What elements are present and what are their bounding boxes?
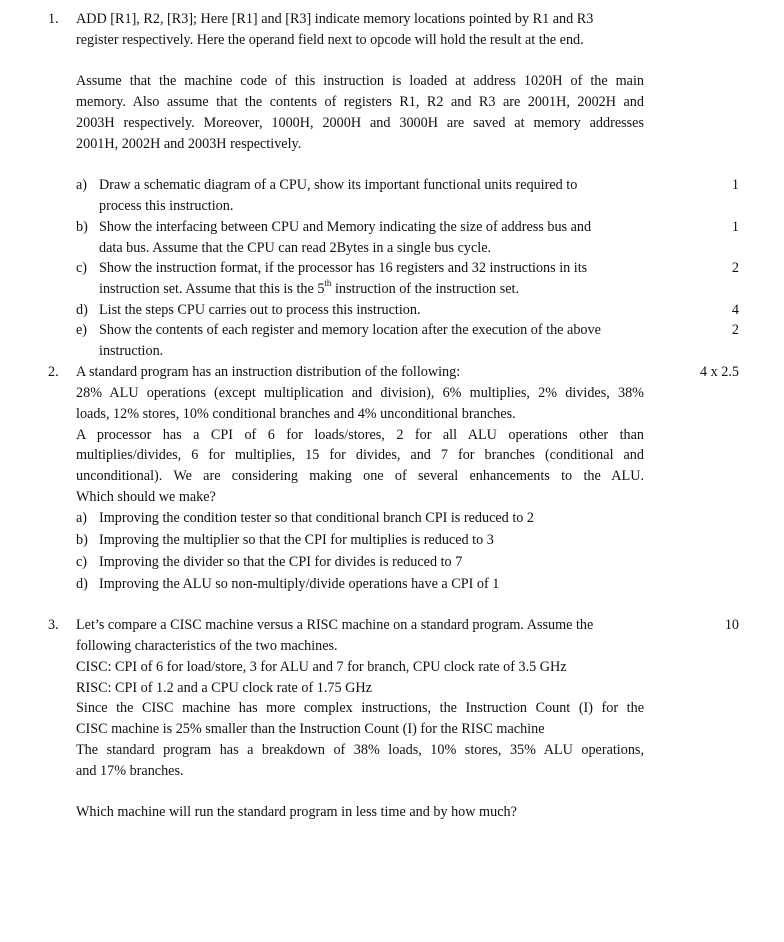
question-number: 2. (48, 364, 59, 380)
sub-question-text: process this instruction. (99, 198, 234, 214)
question-text-line: CISC: CPI of 6 for load/store, 3 for ALU and 7 for branch, CPU clock rate of 3.5 GHz (76, 659, 567, 675)
sub-question-letter: b) (76, 219, 88, 235)
question-text-line: 2003H respectively. Moreover, 1000H, 2000H and 3000H are saved at memory addresses (76, 115, 644, 131)
question-text-line: memory. Also assume that the contents of registers R1, R2 and R3 are 2001H, 2002H and (76, 94, 644, 110)
question-text-line: multiplies/divides, 6 for multiplies, 15 for divides, and 7 for branches (conditional and (76, 447, 644, 463)
marks-value: 4 (731, 302, 739, 318)
sub-question-letter: c) (76, 260, 88, 276)
sub-question-letter: a) (76, 510, 88, 526)
question-text-line: RISC: CPI of 1.2 and a CPU clock rate of 1.75 GHz (76, 680, 372, 696)
question-text-line: register respectively. Here the operand field next to opcode will hold the result at the end. (76, 32, 584, 48)
marks-value: 2 (731, 260, 739, 276)
question-text-line: Since the CISC machine has more complex instructions, the Instruction Count (I) for the (76, 700, 644, 716)
marks-value: 1 (731, 219, 739, 235)
question-text-line: 28% ALU operations (except multiplication and division), 6% multiplies, 2% divides, 38% (76, 385, 644, 401)
sub-question-text: Improving the multiplier so that the CPI for multiplies is reduced to 3 (99, 532, 494, 548)
question-text-line: A processor has a CPI of 6 for loads/stores, 2 for all ALU operations other than (76, 427, 644, 443)
sub-question-letter: d) (76, 576, 88, 592)
sub-question-letter: a) (76, 177, 88, 193)
sub-question-text: instruction set. Assume that this is the 5th instruction of the instruction set. (99, 278, 519, 297)
sub-question-text: Show the instruction format, if the processor has 16 registers and 32 instructions in its (99, 260, 588, 276)
superscript-th: th (324, 278, 332, 289)
sub-question-text: Improving the divider so that the CPI for divides is reduced to 7 (99, 554, 463, 570)
sub-question-text: data bus. Assume that the CPU can read 2Bytes in a single bus cycle. (99, 240, 492, 256)
question-text-line: Assume that the machine code of this instruction is loaded at address 1020H of the main (76, 73, 644, 89)
sub-question-text: Show the interfacing between CPU and Memory indicating the size of address bus and (99, 219, 592, 235)
sub-question-letter: d) (76, 302, 88, 318)
question-text-line: Which machine will run the standard program in less time and by how much? (76, 804, 517, 820)
question-text-line: CISC machine is 25% smaller than the Instruction Count (I) for the RISC machine (76, 721, 545, 737)
sub-question-letter: e) (76, 322, 88, 338)
sub-question-letter: c) (76, 554, 88, 570)
question-text-line: The standard program has a breakdown of 38% loads, 10% stores, 35% ALU operations, (76, 742, 644, 758)
sub-question-text: List the steps CPU carries out to process this instruction. (99, 302, 421, 318)
sub-question-text: instruction. (99, 343, 164, 359)
question-text-line: loads, 12% stores, 10% conditional branches and 4% unconditional branches. (76, 406, 516, 422)
marks-value: 4 x 2.5 (699, 364, 739, 380)
marks-value: 1 (731, 177, 739, 193)
question-number: 3. (48, 617, 59, 633)
question-text-line: Which should we make? (76, 489, 216, 505)
question-text-line: Let’s compare a CISC machine versus a RISC machine on a standard program. Assume the (76, 617, 594, 633)
sub-question-text: Improving the ALU so non-multiply/divide operations have a CPI of 1 (99, 576, 500, 592)
marks-value: 2 (731, 322, 739, 338)
sub-question-text: Improving the condition tester so that conditional branch CPI is reduced to 2 (99, 510, 534, 526)
question-text-line: A standard program has an instruction distribution of the following: (76, 364, 461, 380)
sub-question-letter: b) (76, 532, 88, 548)
question-text-line: 2001H, 2002H and 2003H respectively. (76, 136, 302, 152)
question-text-line: ADD [R1], R2, [R3]; Here [R1] and [R3] indicate memory locations pointed by R1 and R3 (76, 11, 594, 27)
sub-question-text: Show the contents of each register and memory location after the execution of the above (99, 322, 601, 338)
question-text-line: unconditional). We are considering making one of several enhancements to the ALU. (76, 468, 644, 484)
question-text-line: following characteristics of the two machines. (76, 638, 338, 654)
question-text-line: and 17% branches. (76, 763, 184, 779)
question-number: 1. (48, 11, 59, 27)
sub-question-text: Draw a schematic diagram of a CPU, show its important functional units required to (99, 177, 578, 193)
marks-value: 10 (724, 617, 739, 633)
